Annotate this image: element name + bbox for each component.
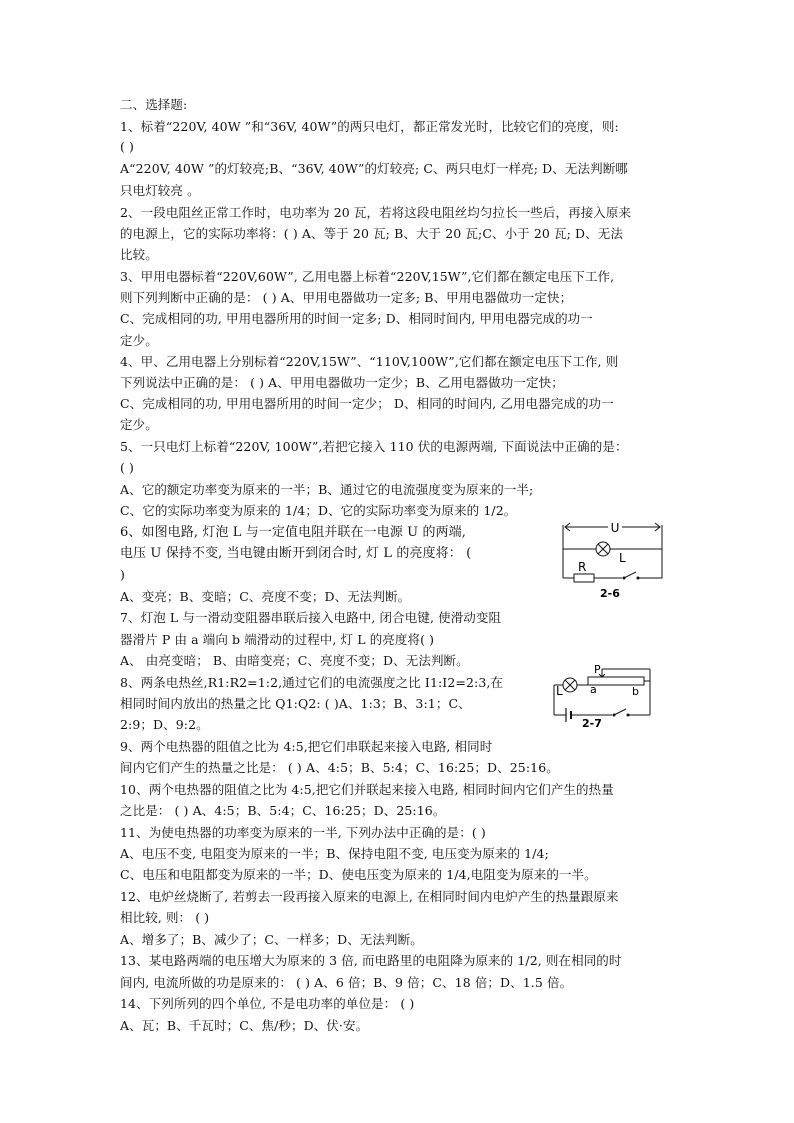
question-12-line: 相比较, 则： ( ) [120,910,210,925]
figure-label: 2-6 [600,587,620,600]
question-1-options: 只电灯较亮 。 [120,183,200,198]
question-1-options: A“220V, 40W ”的灯较亮;B、“36V, 40W”的灯较亮; C、两只电灯一样亮; D、无法判断哪 [120,161,628,176]
question-6-line: ) [120,567,125,582]
question-1-line: 1、标着“220V, 40W ”和“36V, 40W”的两只电灯，都正常发光时，比较它们的亮度，则: [120,119,619,134]
question-8-line: 相同时间内放出的热量之比 Q1:Q2: ( )A、1:3；B、3:1；C、 [120,696,471,711]
question-5-line: 5、一只电灯上标着“220V, 100W”,若把它接入 110 伏的电源两端, 下面说法中正确的是： [120,439,628,454]
section-heading: 二、选择题: [120,97,188,112]
question-7-options: A、 由亮变暗； B、由暗变亮；C、亮度不变；D、无法判断。 [120,653,469,668]
question-12-options: A、增多了；B、减少了；C、一样多；D、无法判断。 [120,932,423,947]
slider-label: P [594,663,601,676]
question-10-line: 之比是： ( ) A、4:5；B、5:4；C、16:25；D、25:16。 [120,803,446,818]
question-6-options: A、变亮；B、变暗；C、亮度不变；D、无法判断。 [120,589,411,604]
question-11-options: C、电压和电阻都变为原来的一半；D、使电压变为原来的 1/4,电阻变为原来的一半。 [120,867,597,882]
question-11-line: 11、为使电热器的功率变为原来的一半, 下列办法中正确的是：( ) [120,825,486,840]
lamp-label: L [556,684,563,698]
question-14-line: 14、下列所列的四个单位, 不是电功率的单位是： ( ) [120,996,415,1011]
circuit-diagram-2-6 [560,517,670,617]
question-10-line: 10、两个电热器的阻值之比为 4:5,把它们并联起来接入电路, 相同时间内它们产生的热量 [120,782,614,797]
voltage-label: U [610,521,620,535]
question-14-options: A、瓦；B、千瓦时；C、焦/秒；D、伏·安。 [120,1018,369,1033]
question-8-line: 2:9；D、9:2。 [120,717,209,732]
question-8-line: 8、两条电热丝,R1:R2=1:2,通过它们的电流强度之比 I1:I2=2:3,在 [120,675,504,690]
question-4-line: 定少。 [120,417,158,432]
question-2-line: 的电源上，它的实际功率将：( ) A、等于 20 瓦; B、大于 20 瓦;C、小于 20 瓦; D、无法 [120,226,623,241]
question-6-line: 电压 U 保持不变, 当电键由断开到闭合时, 灯 L 的亮度将： ( [120,546,472,561]
question-13-line: 间内, 电流所做的功是原来的： ( ) A、6 倍；B、9 倍；C、18 倍；D、1.5 倍。 [120,975,573,990]
lamp-label: L [619,551,626,565]
switch-icon [614,709,626,715]
question-12-line: 12、电炉丝烧断了, 若剪去一段再接入原来的电源上, 在相同时间内电炉产生的热量跟原来 [120,889,619,904]
circuit-diagram-2-7 [552,661,662,731]
rheostat-end-a: a [590,683,597,696]
rheostat-end-b: b [632,685,639,698]
figure-label: 2-7 [582,717,602,730]
question-5-options: A、它的额定功率变为原来的一半；B、通过它的电流强度变为原来的一半; [120,482,534,497]
question-9-line: 间内它们产生的热量之比是： ( ) A、4:5；B、5:4；C、16:25；D、25:16。 [120,760,559,775]
question-3-line: 则下列判断中正确的是： ( ) A、甲用电器做功一定多; B、甲用电器做功一定快； [120,290,573,305]
question-7-line: 器滑片 P 由 a 端向 b 端滑动的过程中, 灯 L 的亮度将( ) [120,632,435,647]
question-2-line: 比较。 [120,247,158,262]
question-4-line: C、完成相同的功, 甲用电器所用的时间一定少； D、相同的时间内, 乙用电器完成的功一 [120,396,614,411]
question-3-line: 3、甲用电器标着“220V,60W”, 乙用电器上标着“220V,15W”,它们都在额定电压下工作, [120,269,615,284]
switch-icon [624,572,636,578]
question-1-line: ( ) [120,139,135,154]
question-3-line: 定少。 [120,333,158,348]
question-3-line: C、完成相同的功, 甲用电器所用的时间一定多; D、相同时间内, 甲用电器完成的功一 [120,311,593,326]
question-9-line: 9、两个电热器的阻值之比为 4:5,把它们串联起来接入电路, 相同时 [120,739,493,754]
question-13-line: 13、某电路两端的电压增大为原来的 3 倍, 而电路里的电阻降为原来的 1/2, 则在相同的时 [120,953,622,968]
resistor-icon [574,574,594,582]
question-4-line: 4、甲、乙用电器上分别标着“220V,15W”、“110V,100W”,它们都在额定电压下工作, 则 [120,354,619,369]
question-5-line: ( ) [120,460,135,475]
question-5-options: C、它的实际功率变为原来的 1/4；D、它的实际功率变为原来的 1/2。 [120,503,517,518]
question-11-options: A、电压不变, 电阻变为原来的一半；B、保持电阻不变, 电压变为原来的 1/4; [120,846,549,861]
question-7-line: 7、灯泡 L 与一滑动变阻器串联后接入电路中, 闭合电键, 使滑动变阻 [120,610,502,625]
resistor-label: R [578,560,587,574]
question-4-line: 下列说法中正确的是： ( ) A、甲用电器做功一定少；B、乙用电器做功一定快； [120,375,564,390]
question-6-line: 6、如图电路, 灯泡 L 与一定值电阻并联在一电源 U 的两端, [120,525,466,540]
question-2-line: 2、一段电阻丝正常工作时，电功率为 20 瓦，若将这段电阻丝均匀拉长一些后，再接入原来 [120,205,632,220]
